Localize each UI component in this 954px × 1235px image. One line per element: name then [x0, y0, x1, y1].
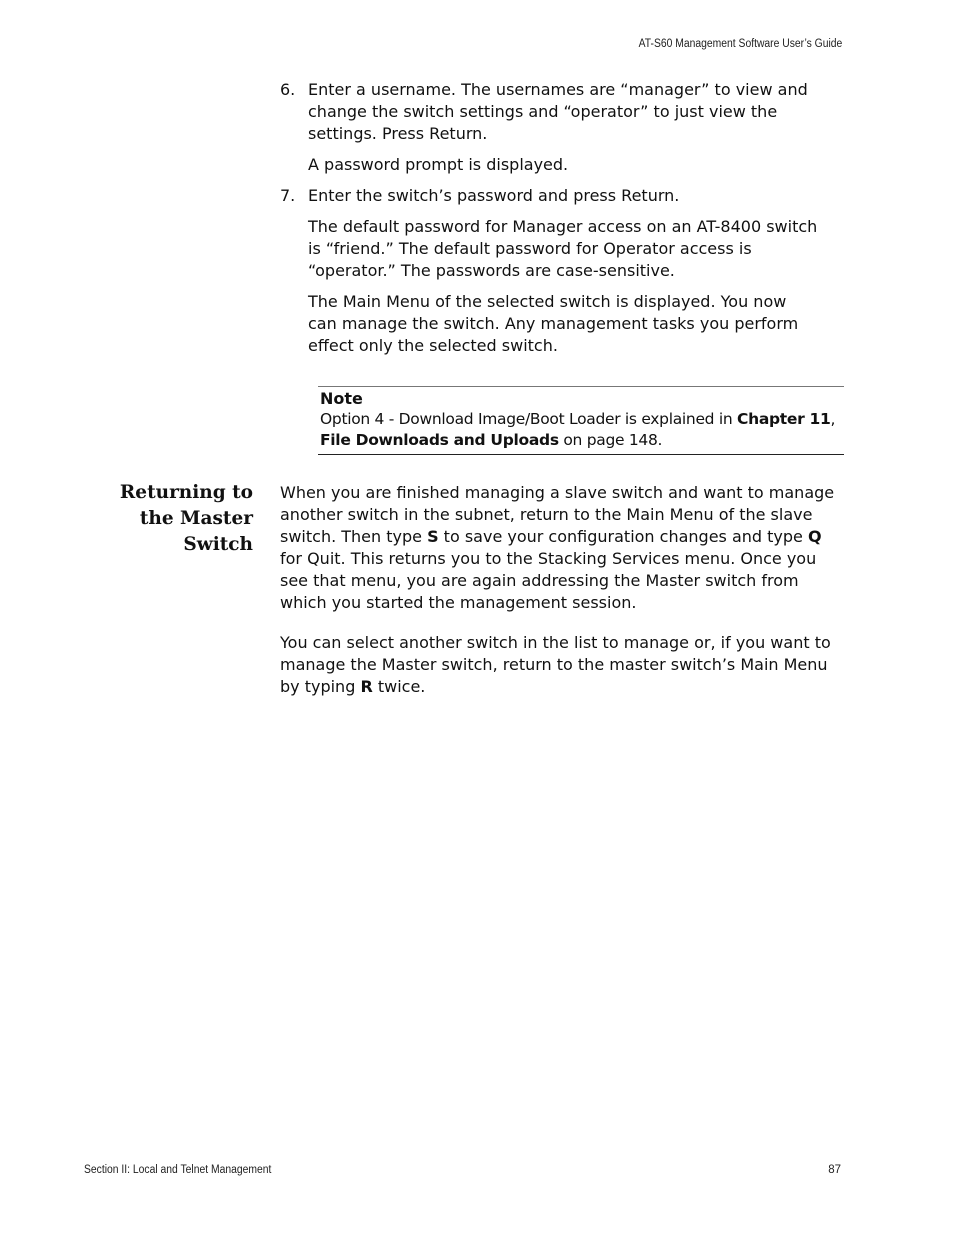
heading-line: Returning to: [119, 482, 253, 503]
note-text: on page 148.: [558, 431, 663, 449]
text-run: to save your configuration changes and type: [438, 527, 808, 546]
default-password-paragraph: The default password for Manager access on an AT-8400 switch is “friend.” The default password for Operator access is “operator.” The passwords are case-sensitive.: [308, 217, 818, 280]
section-heading: [80, 480, 253, 558]
note-text: ,: [830, 410, 836, 428]
note-section-link[interactable]: File Downloads and Uploads: [320, 431, 559, 449]
key-s: S: [427, 527, 439, 546]
page-number: 87: [828, 1164, 841, 1176]
password-prompt-paragraph: A password prompt is displayed.: [308, 155, 569, 174]
step-text: Enter the switch’s password and press Return.: [308, 186, 680, 205]
text-run: for Quit. This returns you to the Stacking Services menu. Once you see that menu, you are again addressing the Master switch from which you started the management session.: [280, 549, 817, 612]
step-number: 7.: [280, 186, 296, 205]
key-q: Q: [807, 527, 822, 546]
note-box: [318, 386, 844, 455]
note-chapter-link[interactable]: Chapter 11: [737, 410, 831, 428]
main-menu-paragraph: The Main Menu of the selected switch is displayed. You now can manage the switch. Any management tasks you perform effect only the selected switch.: [308, 292, 799, 355]
step-number: 6.: [280, 80, 296, 99]
step-7: [280, 185, 842, 207]
running-header: AT-S60 Management Software User’s Guide: [638, 38, 842, 50]
section-paragraph-2: [280, 632, 835, 698]
note-title: Note: [320, 389, 363, 408]
section-paragraph-1: [280, 482, 840, 614]
step-text: Enter a username. The usernames are “manager” to view and change the switch settings and “operator” to just view the settings. Press Return.: [308, 80, 808, 143]
heading-line: Switch: [183, 534, 253, 555]
step-6: [280, 79, 842, 145]
key-r: R: [360, 677, 373, 696]
note-text: Option 4 - Download Image/Boot Loader is explained in: [320, 410, 738, 428]
text-run: twice.: [372, 677, 426, 696]
text-run: When you are finished managing a slave switch and want to manage another switch in the subnet, return to the Main Menu of the slave switch. Then type: [280, 483, 835, 546]
heading-line: the Master: [139, 508, 253, 529]
footer-section-label: Section II: Local and Telnet Management: [84, 1164, 272, 1176]
text-run: You can select another switch in the list to manage or, if you want to manage the Master switch, return to the master switch’s Main Menu by typing: [280, 633, 831, 696]
note-body: [320, 409, 844, 451]
